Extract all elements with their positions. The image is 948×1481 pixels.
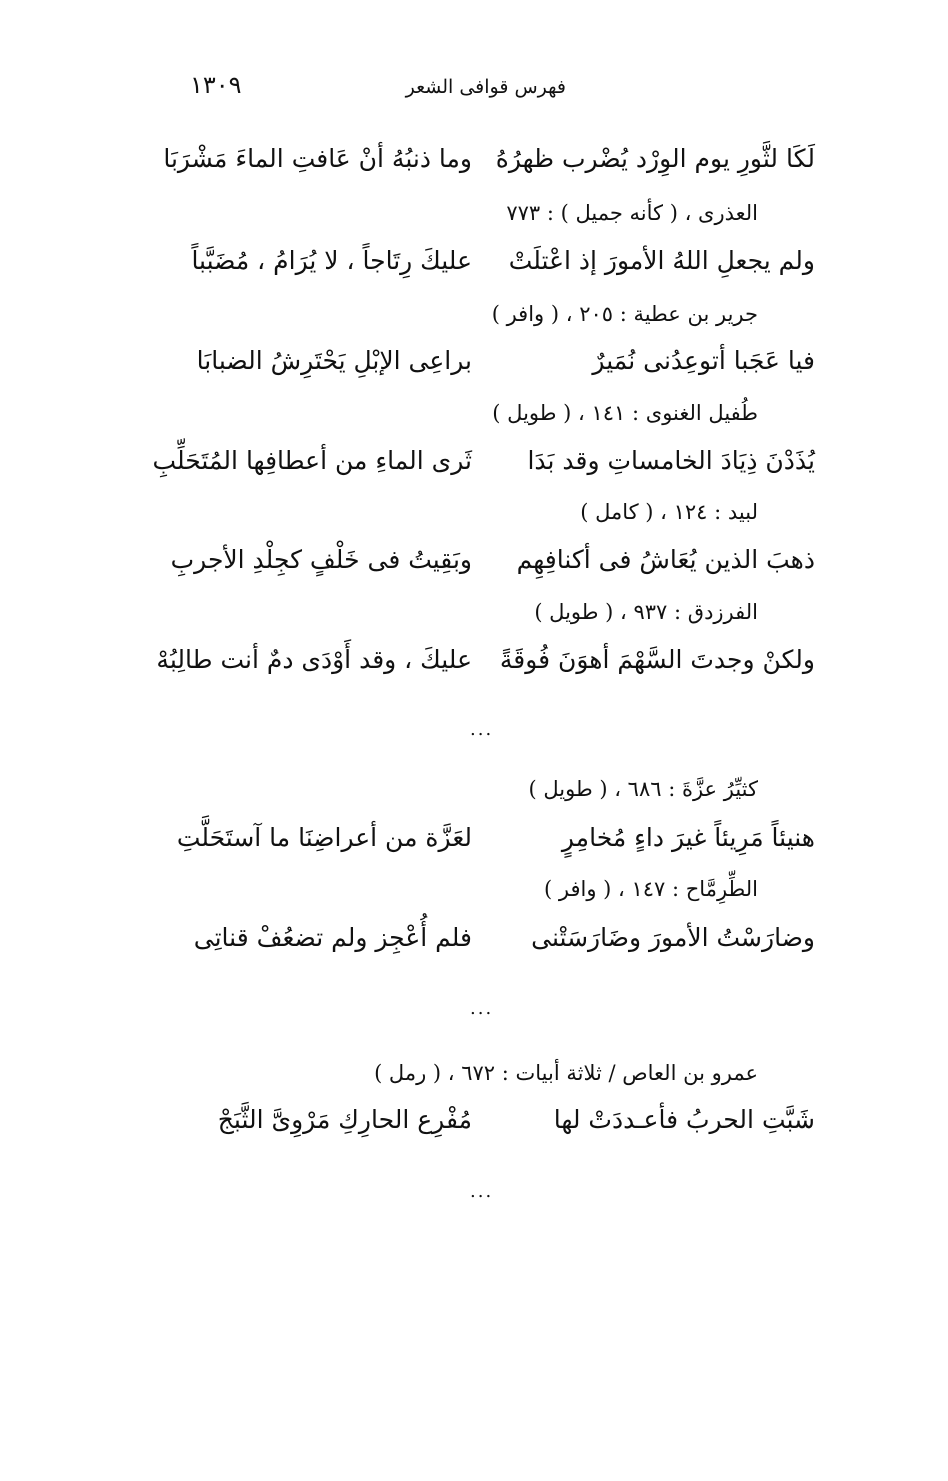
section-separator: ... bbox=[470, 998, 494, 1019]
poet-attribution: العذرى ، ( كأنه جميل ) : ٧٧٣ bbox=[506, 201, 758, 225]
verse-hemistich-1: ذهبَ الذين يُعَاشُ فى أكنافِهِم bbox=[516, 545, 815, 574]
verse-hemistich-2: عليكَ ، وقد أَوْدَى دمٌ أنت طالِبُهْ bbox=[156, 645, 472, 674]
verse-hemistich-2: مُفْرِع الحارِكِ مَرْوِىَّ الثَّبَجْ bbox=[217, 1105, 472, 1134]
verse-hemistich-1: يُذَدْنَ ذِيَادَ الخامساتِ وقد بَدَا bbox=[527, 446, 815, 475]
verse-hemistich-2: براعِى الإبْلِ يَحْتَرِشُ الضبابَا bbox=[196, 346, 472, 375]
verse-hemistich-1: شَبَّتِ الحربُ فأعـددَتْ لها bbox=[553, 1105, 815, 1134]
verse-hemistich-1: ولكنْ وجدتَ السَّهْمَ أهوَنَ فُوقَةً bbox=[499, 645, 815, 674]
section-separator: ... bbox=[470, 1181, 494, 1202]
verse-hemistich-2: وما ذنبُهُ أنْ عَافتِ الماءَ مَشْرَبَا bbox=[163, 144, 472, 173]
poet-attribution: كثيِّرُ عزَّةَ : ٦٨٦ ، ( طويل ) bbox=[528, 777, 758, 801]
poet-attribution: عمرو بن العاص / ثلاثة أبيات : ٦٧٢ ، ( رمل ) bbox=[374, 1061, 758, 1085]
verse-hemistich-2: فلم أُعْجِز ولم تضعُفْ قناتِى bbox=[193, 923, 472, 952]
poet-attribution: الفرزدق : ٩٣٧ ، ( طويل ) bbox=[534, 600, 758, 624]
poet-attribution: الطِّرِمَّاح : ١٤٧ ، ( وافر ) bbox=[544, 877, 758, 901]
verse-hemistich-1: لَكَا لثَّورِ يوم الوِرْد يُضْرب ظهرُهُ bbox=[495, 144, 815, 173]
verse-hemistich-2: ثَرى الماءِ من أعطافِها المُتَحَلِّبِ bbox=[152, 446, 472, 475]
section-separator: ... bbox=[470, 719, 494, 740]
verse-hemistich-1: هنيئاً مَرِيئاً غيرَ داءٍ مُخامِرٍ bbox=[561, 823, 815, 852]
poet-attribution: جرير بن عطية : ٢٠٥ ، ( وافر ) bbox=[491, 302, 758, 326]
poet-attribution: لبيد : ١٢٤ ، ( كامل ) bbox=[580, 500, 758, 524]
verse-hemistich-2: وبَقِيتُ فى خَلْفٍ كجِلْدِ الأجربِ bbox=[170, 545, 472, 574]
verse-hemistich-1: ولم يجعلِ اللهُ الأمورَ إذ اعْتلَتْ bbox=[508, 246, 815, 275]
verse-hemistich-2: عليكَ رِتَاجاً ، لا يُرَامُ ، مُضَبَّباً bbox=[191, 246, 472, 275]
verse-hemistich-1: وضارَسْتُ الأمورَ وضَارَسَتْنى bbox=[531, 923, 815, 952]
verse-hemistich-1: فيا عَجَبا أتوعِدُنى نُمَيرٌ bbox=[592, 346, 815, 375]
running-header: فهرس قوافى الشعر bbox=[405, 76, 566, 98]
verse-hemistich-2: لعَزَّة من أعراضِنَا ما آستَحَلَّتِ bbox=[176, 823, 472, 852]
poet-attribution: طُفيل الغنوى : ١٤١ ، ( طويل ) bbox=[492, 401, 758, 425]
page-number: ١٣٠٩ bbox=[190, 71, 242, 99]
